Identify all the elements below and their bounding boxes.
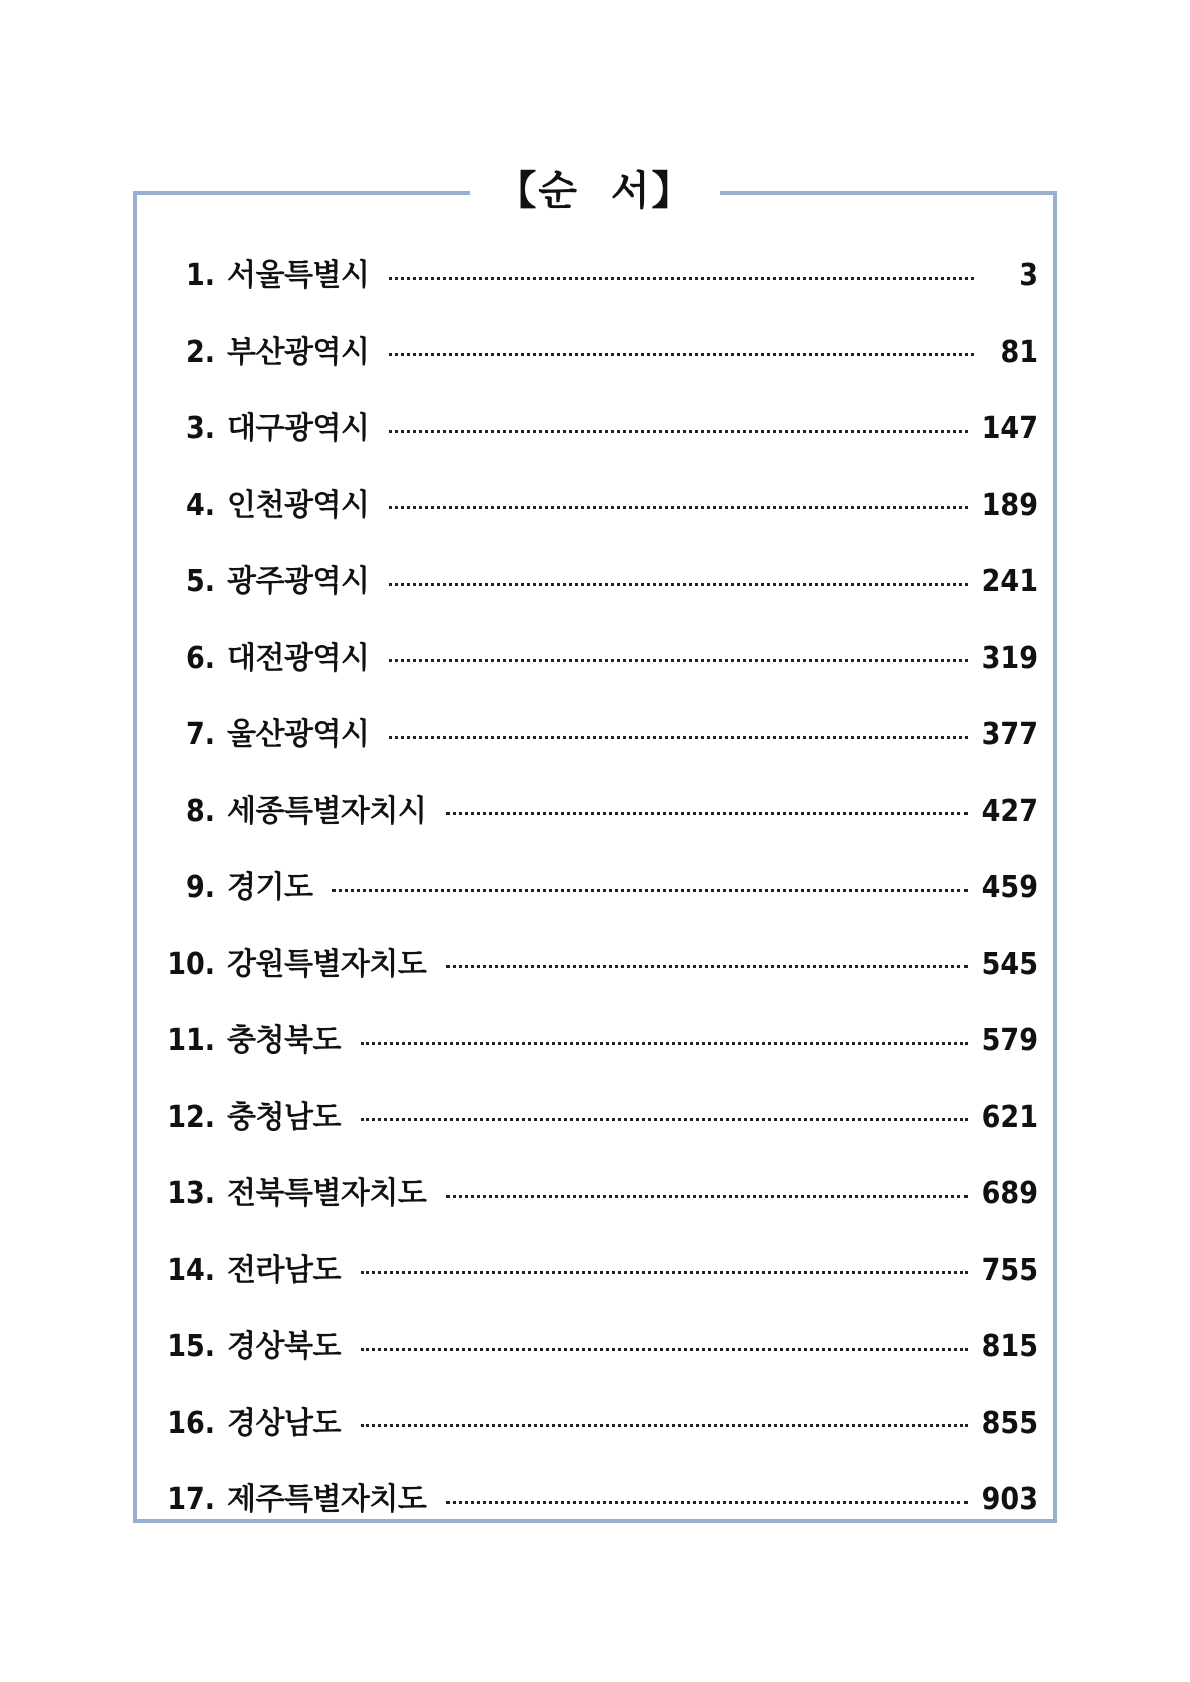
toc-entry-label: 경상북도 <box>227 1329 341 1365</box>
toc-entry-label: 울산광역시 <box>227 717 370 753</box>
dot-leader <box>361 1042 968 1045</box>
toc-entry-page: 377 <box>981 717 1038 753</box>
toc-entry-number: 6. <box>185 640 215 676</box>
dot-leader <box>446 812 967 815</box>
toc-entry-page: 545 <box>981 946 1038 982</box>
dot-leader <box>389 583 967 586</box>
toc-entry-page: 81 <box>1000 334 1038 370</box>
toc-entry-number: 3. <box>185 411 215 447</box>
toc-entry-number: 5. <box>185 564 215 600</box>
toc-entry-number: 14. <box>167 1252 215 1288</box>
toc-entry[interactable] <box>158 927 1038 1004</box>
toc-entry-label: 충청북도 <box>227 1023 341 1059</box>
toc-entry-number: 11. <box>167 1023 215 1059</box>
dot-leader <box>446 1195 967 1198</box>
toc-entry-number: 2. <box>185 334 215 370</box>
toc-entry-number: 4. <box>185 487 215 523</box>
dot-leader <box>361 1424 968 1427</box>
toc-entry-page: 903 <box>981 1482 1038 1518</box>
toc-entry-number: 13. <box>167 1176 215 1212</box>
toc-entry-page: 855 <box>981 1405 1038 1441</box>
toc-entry-label: 경기도 <box>227 870 313 906</box>
toc-entry-page: 241 <box>981 564 1038 600</box>
toc-entry-label: 전라남도 <box>227 1252 341 1288</box>
toc-entry-number: 12. <box>167 1099 215 1135</box>
toc-entry-number: 7. <box>185 717 215 753</box>
dot-leader <box>389 430 967 433</box>
table-of-contents <box>158 238 1038 1539</box>
toc-entry-label: 부산광역시 <box>227 334 370 370</box>
toc-entry-page: 459 <box>981 870 1038 906</box>
toc-entry-number: 10. <box>167 946 215 982</box>
toc-entry-page: 147 <box>981 411 1038 447</box>
toc-entry-label: 충청남도 <box>227 1099 341 1135</box>
toc-entry[interactable] <box>158 238 1038 315</box>
toc-entry[interactable] <box>158 1156 1038 1233</box>
dot-leader <box>361 1118 968 1121</box>
page-title: 【순 서】 <box>470 160 719 222</box>
toc-entry-number: 15. <box>167 1329 215 1365</box>
dot-leader <box>446 965 967 968</box>
toc-entry-page: 427 <box>981 793 1038 829</box>
toc-entry-label: 인천광역시 <box>227 487 370 523</box>
toc-entry-label: 서울특별시 <box>227 258 370 294</box>
dot-leader <box>332 889 967 892</box>
title-wrap <box>0 160 1190 222</box>
toc-entry-page: 621 <box>981 1099 1038 1135</box>
toc-entry[interactable] <box>158 1309 1038 1386</box>
toc-entry[interactable] <box>158 468 1038 545</box>
toc-entry-number: 1. <box>185 258 215 294</box>
toc-entry-page: 689 <box>981 1176 1038 1212</box>
toc-entry-label: 제주특별자치도 <box>227 1482 427 1518</box>
dot-leader <box>361 1271 968 1274</box>
toc-entry-label: 광주광역시 <box>227 564 370 600</box>
dot-leader <box>446 1501 967 1504</box>
toc-entry[interactable] <box>158 1233 1038 1310</box>
dot-leader <box>361 1348 968 1351</box>
toc-entry-label: 대전광역시 <box>227 640 370 676</box>
toc-entry[interactable] <box>158 774 1038 851</box>
toc-entry-label: 전북특별자치도 <box>227 1176 427 1212</box>
toc-entry[interactable] <box>158 1462 1038 1539</box>
toc-entry-label: 세종특별자치시 <box>227 793 427 829</box>
toc-entry[interactable] <box>158 544 1038 621</box>
toc-entry-label: 대구광역시 <box>227 411 370 447</box>
toc-entry-page: 3 <box>1019 258 1038 294</box>
toc-entry[interactable] <box>158 1003 1038 1080</box>
toc-entry[interactable] <box>158 850 1038 927</box>
dot-leader <box>389 659 967 662</box>
toc-entry-page: 319 <box>981 640 1038 676</box>
toc-entry-number: 9. <box>185 870 215 906</box>
toc-entry[interactable] <box>158 1080 1038 1157</box>
toc-entry-label: 경상남도 <box>227 1405 341 1441</box>
toc-entry-page: 755 <box>981 1252 1038 1288</box>
dot-leader <box>389 353 974 356</box>
toc-entry-page: 189 <box>981 487 1038 523</box>
toc-entry[interactable] <box>158 391 1038 468</box>
toc-entry-label: 강원특별자치도 <box>227 946 427 982</box>
toc-entry-page: 579 <box>981 1023 1038 1059</box>
toc-entry-number: 8. <box>185 793 215 829</box>
toc-entry-number: 16. <box>167 1405 215 1441</box>
toc-entry-number: 17. <box>167 1482 215 1518</box>
toc-entry[interactable] <box>158 1386 1038 1463</box>
toc-entry[interactable] <box>158 621 1038 698</box>
toc-entry[interactable] <box>158 697 1038 774</box>
dot-leader <box>389 736 967 739</box>
toc-entry[interactable] <box>158 315 1038 392</box>
dot-leader <box>389 277 974 280</box>
dot-leader <box>389 506 967 509</box>
toc-entry-page: 815 <box>981 1329 1038 1365</box>
